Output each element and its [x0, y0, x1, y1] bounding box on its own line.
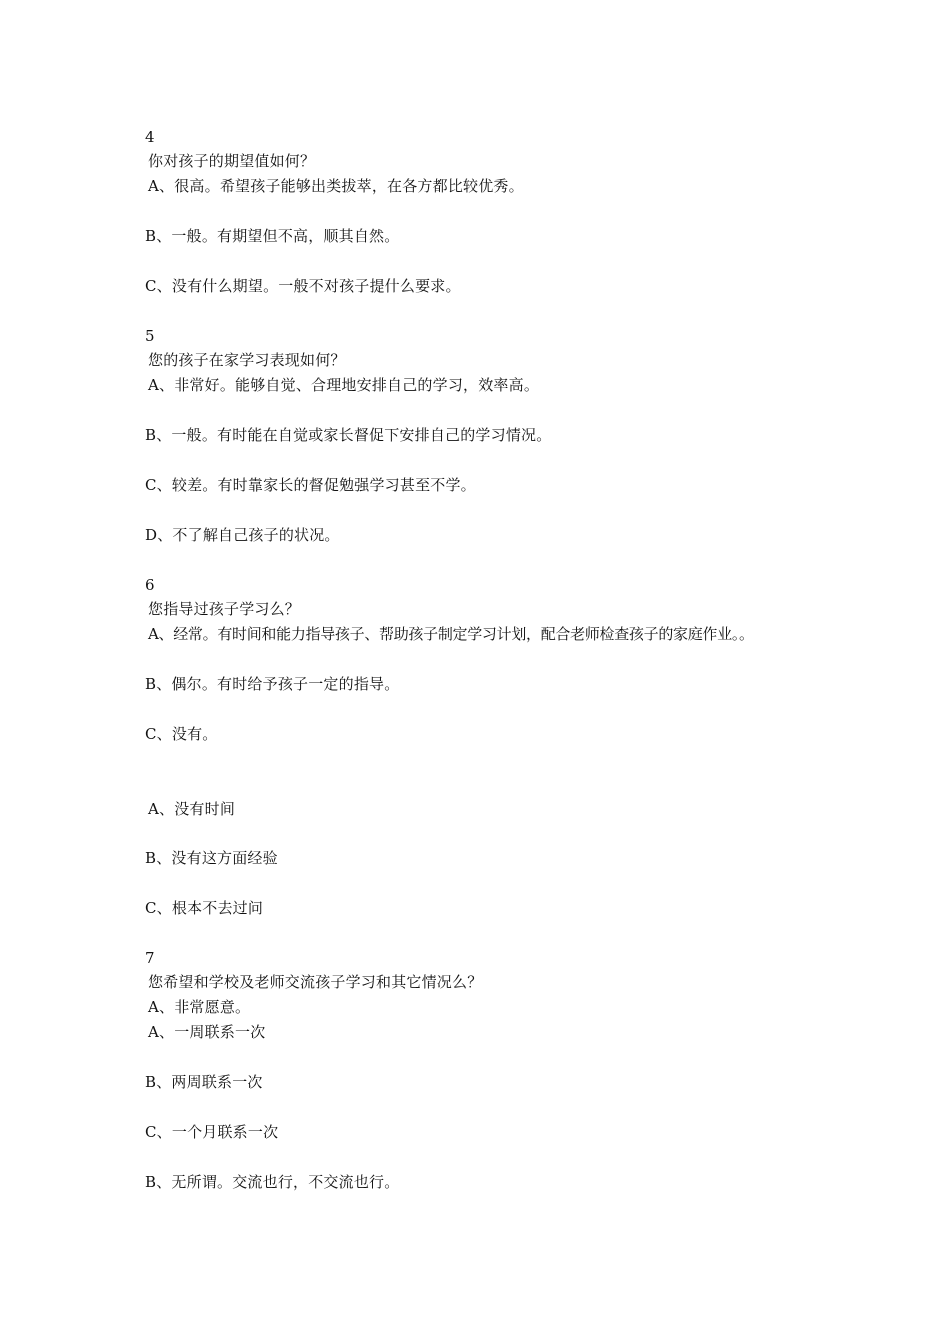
question-number: 5: [145, 327, 155, 345]
question-number: 6: [145, 576, 155, 594]
sub-option: B、没有这方面经验: [145, 849, 278, 867]
question-text: 您指导过孩子学习么？: [148, 600, 301, 618]
answer-option: C、没有。: [145, 725, 218, 743]
answer-option: C、没有什么期望。一般不对孩子提什么要求。: [145, 277, 461, 295]
question-text: 您希望和学校及老师交流孩子学习和其它情况么？: [148, 973, 483, 991]
answer-option: B、一般。有期望但不高，顺其自然。: [145, 227, 400, 245]
sub-option: C、根本不去过问: [145, 899, 264, 917]
sub-option: A、一周联系一次: [148, 1023, 266, 1041]
answer-option: A、非常愿意。: [148, 998, 251, 1016]
sub-option: B、两周联系一次: [145, 1073, 263, 1091]
answer-option: A、经常。有时间和能力指导孩子、帮助孩子制定学习计划，配合老师检查孩子的家庭作业。。: [148, 625, 754, 643]
question-text: 您的孩子在家学习表现如何？: [148, 351, 346, 369]
answer-option: D、不了解自己孩子的状况。: [145, 526, 340, 544]
question-text: 你对孩子的期望值如何？: [148, 152, 316, 170]
answer-option: C、较差。有时靠家长的督促勉强学习甚至不学。: [145, 476, 476, 494]
answer-option: B、无所谓。交流也行，不交流也行。: [145, 1173, 400, 1191]
question-number: 7: [145, 949, 155, 967]
sub-option: C、一个月联系一次: [145, 1123, 279, 1141]
sub-option: A、没有时间: [148, 800, 236, 818]
answer-option: B、一般。有时能在自觉或家长督促下安排自己的学习情况。: [145, 426, 552, 444]
question-number: 4: [145, 128, 155, 146]
answer-option: A、非常好。能够自觉、合理地安排自己的学习，效率高。: [148, 376, 540, 394]
answer-option: B、偶尔。有时给予孩子一定的指导。: [145, 675, 400, 693]
answer-option: A、很高。希望孩子能够出类拔萃，在各方都比较优秀。: [148, 177, 524, 195]
